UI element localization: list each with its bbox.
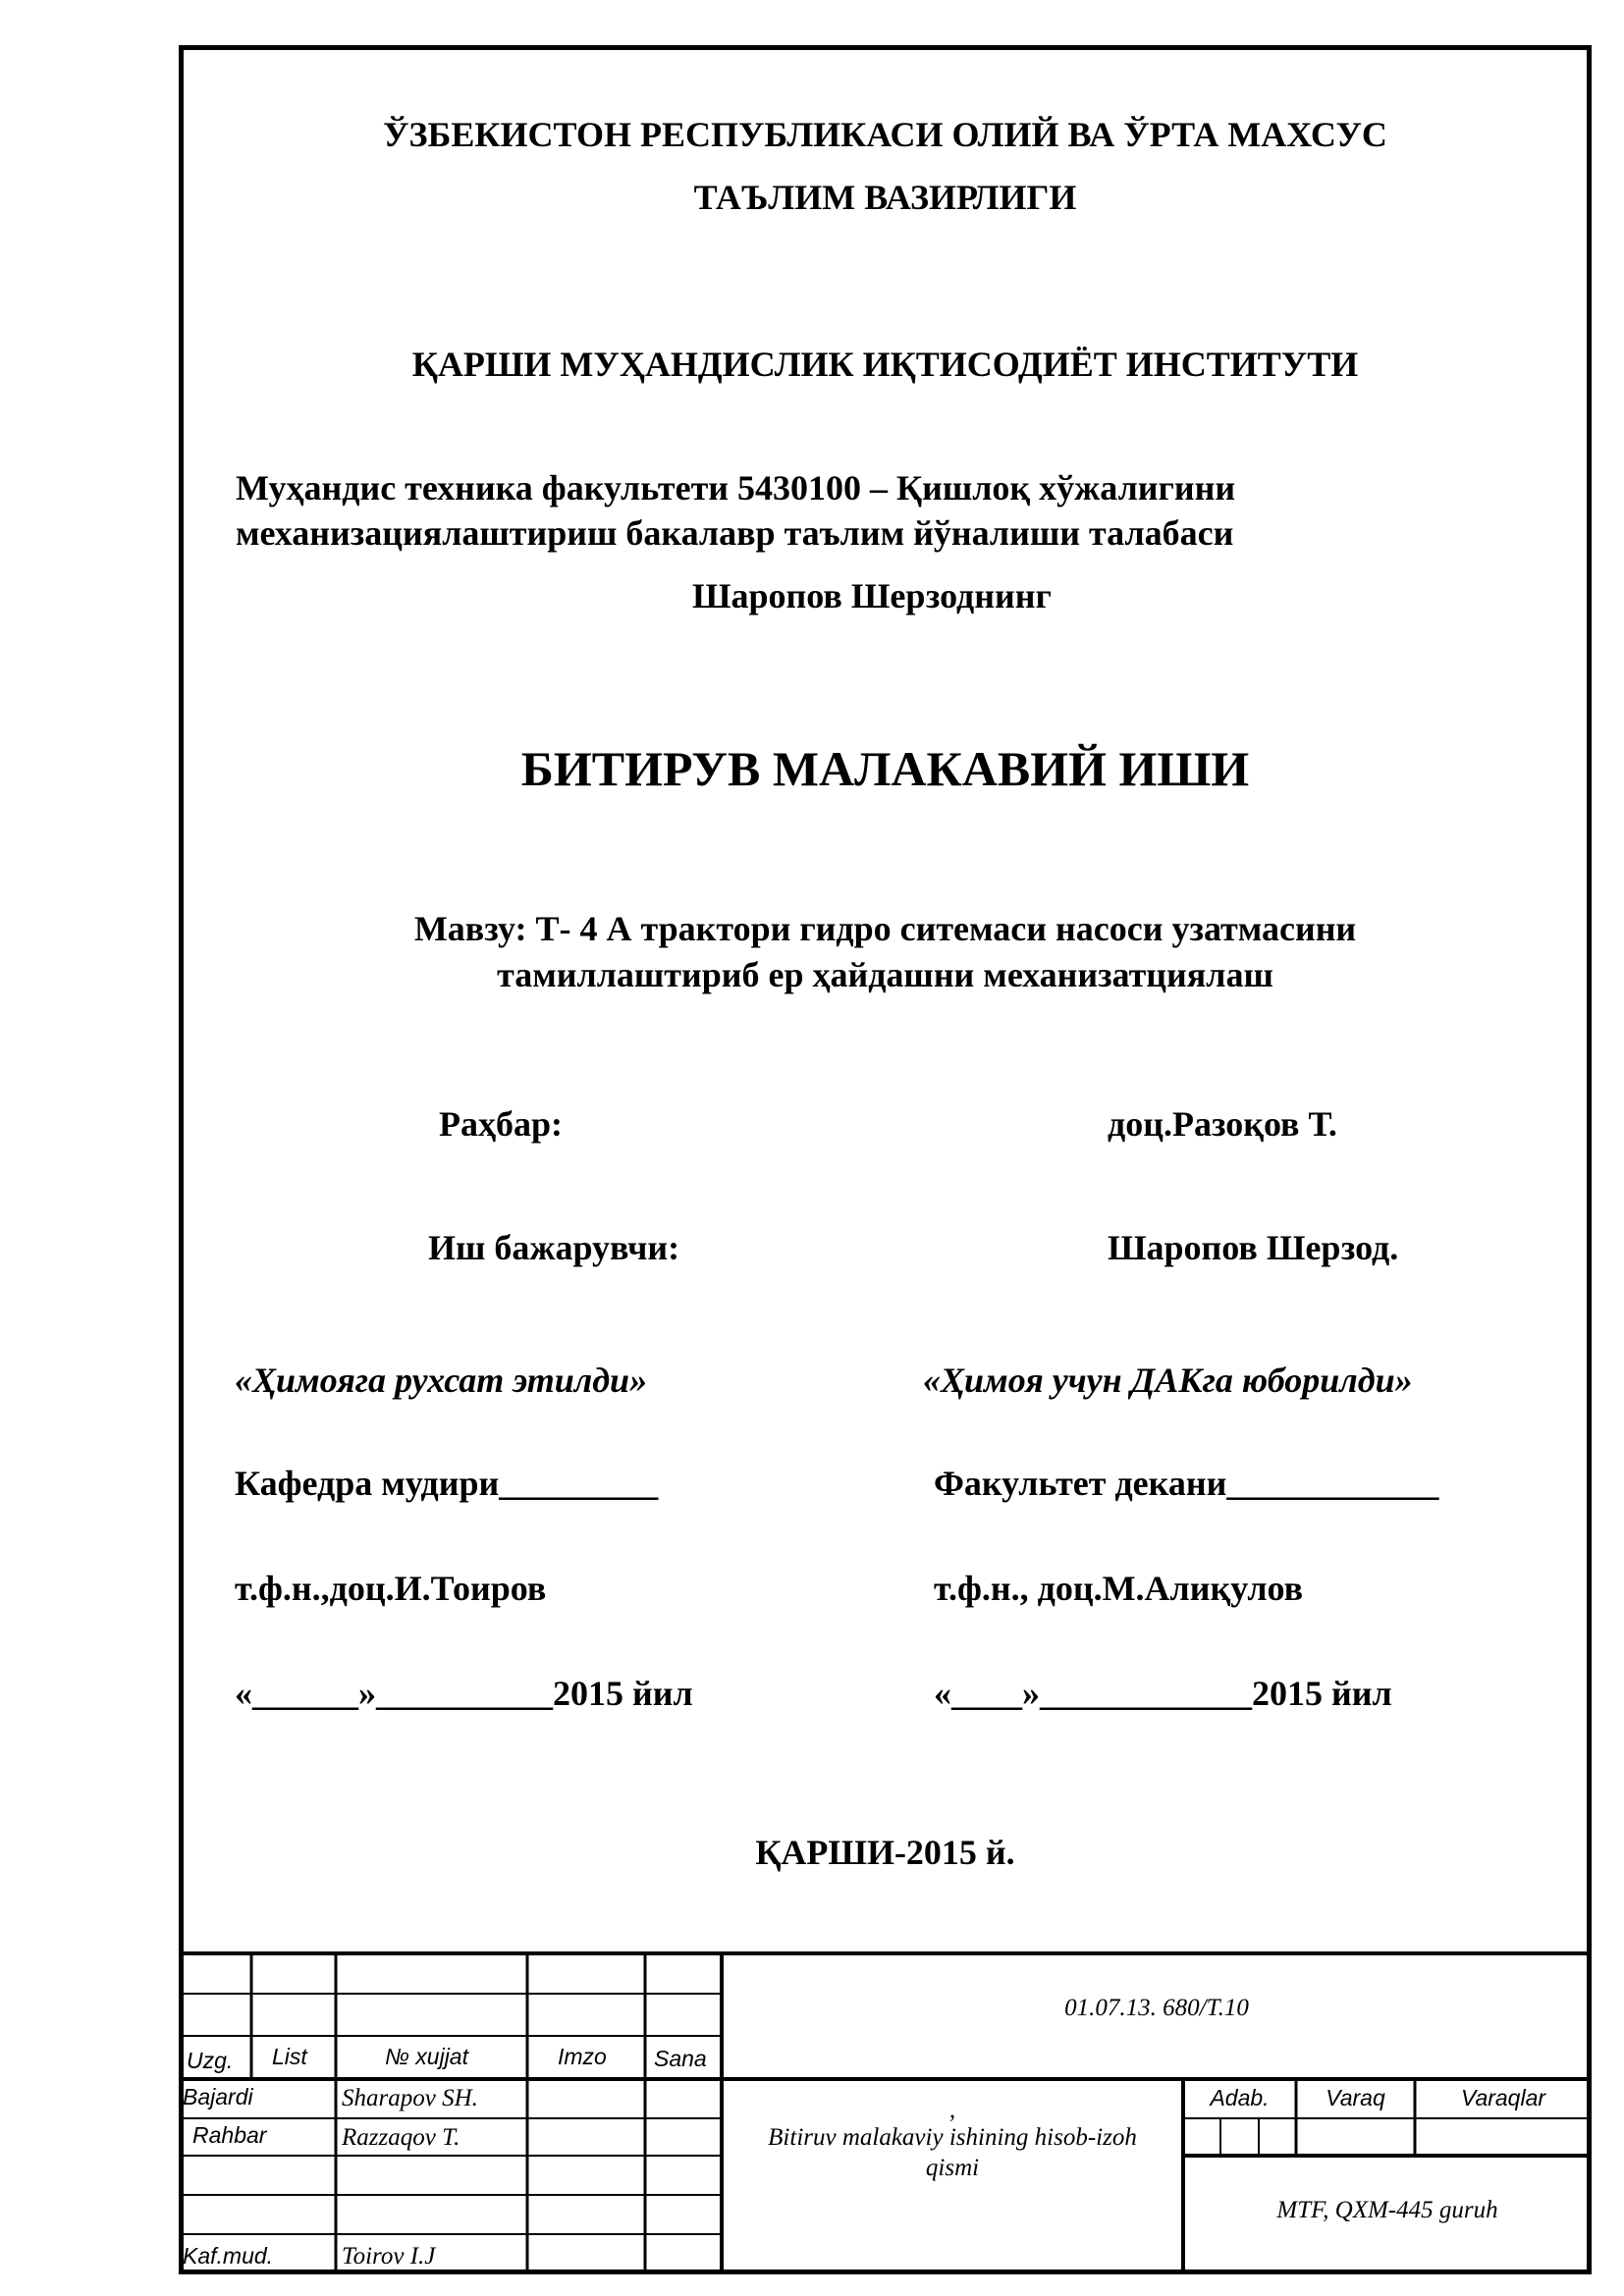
city-year: ҚАРШИ-2015 й. (755, 1833, 1015, 1872)
student-name: Шаропов Шерзоднинг (692, 576, 1052, 615)
faculty-line-2: механизациялаштириш бакалавр таълим йўналиши талабаси (236, 513, 1234, 553)
title-block (179, 1951, 1592, 2274)
row-role-dept-head: Kaf.mud. (183, 2243, 274, 2269)
header-sheets-total: Varaqlar (1460, 2085, 1546, 2110)
sent-to-commission-heading: «Ҳимоя учун ДАКга юборилди» (923, 1361, 1413, 1400)
col-header-doc-number: № xujjat (385, 2044, 468, 2069)
ministry-line-2: ТАЪЛИМ ВАЗИРЛИГИ (693, 178, 1077, 217)
department-head-line: Кафедра мудири_________ (235, 1464, 659, 1503)
group-label: MTF, QXM-445 guruh (1276, 2197, 1498, 2223)
row-role-supervisor: Rahbar (192, 2122, 267, 2148)
work-title: БИТИРУВ МАЛАКАВИЙ ИШИ (520, 741, 1250, 796)
col-header-sheet: List (272, 2044, 307, 2069)
col-header-change: Uzg. (187, 2048, 234, 2073)
defense-permitted-heading: «Ҳимояга рухсат этилди» (235, 1361, 648, 1400)
left-date-line: «______»__________2015 йил (235, 1674, 693, 1713)
dean-line: Факультет декани____________ (934, 1464, 1439, 1503)
row-name-dept-head: Toirov I.J (342, 2243, 436, 2269)
document-description: Bitiruv malakaviy ishining hisob-izoh qismi (768, 2124, 1137, 2182)
header-sheet: Varaq (1326, 2085, 1385, 2110)
header-literature: Adab. (1210, 2085, 1270, 2110)
row-name-supervisor: Razzaqov T. (342, 2124, 460, 2151)
row-role-performed: Bajardi (183, 2084, 253, 2109)
col-header-date: Sana (654, 2046, 707, 2071)
supervisor-label: Раҳбар: (439, 1104, 563, 1144)
document-code: 01.07.13. 680/T.10 (1064, 1995, 1249, 2021)
executor-label: Иш бажарувчи: (428, 1228, 680, 1267)
description-comma: , (948, 2097, 956, 2123)
institute-name: ҚАРШИ МУҲАНДИСЛИК ИҚТИСОДИЁТ ИНСТИТУТИ (411, 345, 1359, 384)
ministry-line-1: ЎЗБЕКИСТОН РЕСПУБЛИКАСИ ОЛИЙ ВА ЎРТА МАХСУС (383, 115, 1387, 154)
supervisor-name: доц.Разоқов Т. (1108, 1104, 1337, 1144)
faculty-line-1: Муҳандис техника факультети 5430100 – Қишлоқ хўжалигини (236, 468, 1236, 507)
right-date-line: «____»____________2015 йил (934, 1674, 1392, 1713)
department-head-name: т.ф.н.,доц.И.Тоиров (235, 1569, 547, 1608)
topic-line-2: тамиллаштириб ер ҳайдашни механизатциялаш (497, 955, 1273, 994)
col-header-signature: Imzo (558, 2044, 607, 2069)
dean-name: т.ф.н., доц.М.Алиқулов (934, 1569, 1304, 1608)
executor-name: Шаропов Шерзод. (1108, 1228, 1399, 1267)
topic-line-1: Мавзу: Т- 4 А трактори гидро ситемаси насоси узатмасини (413, 909, 1357, 948)
row-name-performed: Sharapov SH. (342, 2085, 478, 2111)
